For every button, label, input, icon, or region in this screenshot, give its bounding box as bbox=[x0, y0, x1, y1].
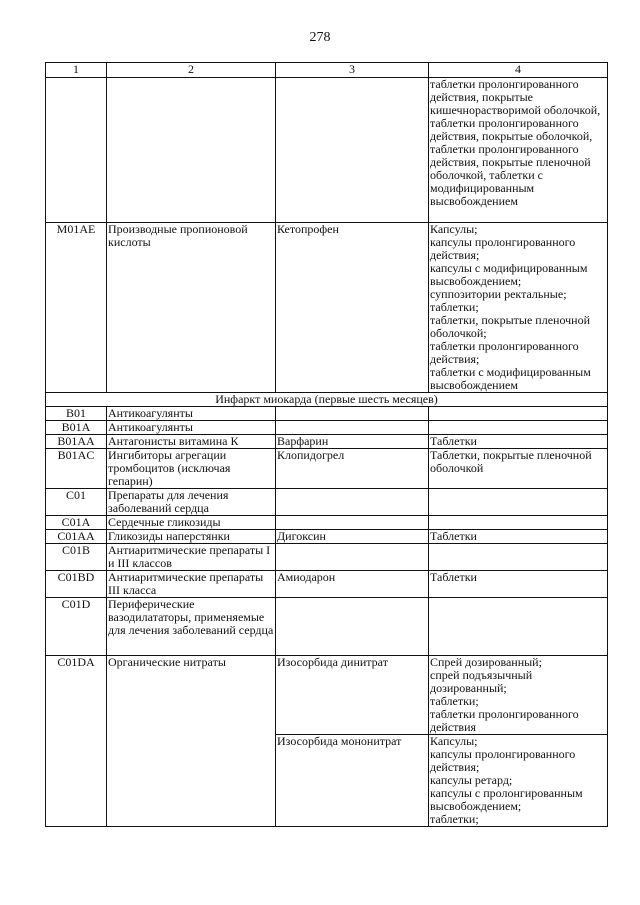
table-row bbox=[46, 656, 608, 735]
dosage-forms-cell: Таблетки bbox=[429, 571, 608, 598]
atc-code-cell: C01DA bbox=[46, 656, 107, 827]
dosage-form-line: таблетки; bbox=[430, 300, 479, 314]
group-cell: Производные пропионовой кислоты bbox=[107, 223, 276, 393]
drug-cell: Варфарин bbox=[276, 435, 429, 449]
atc-code-cell: C01A bbox=[46, 516, 107, 530]
drug-cell: Дигоксин bbox=[276, 530, 429, 544]
atc-code-cell: C01 bbox=[46, 489, 107, 516]
group-cell bbox=[107, 78, 276, 223]
dosage-forms-cell bbox=[429, 407, 608, 421]
table-row bbox=[46, 407, 608, 421]
table-row bbox=[46, 421, 608, 435]
dosage-form-line: капсулы ретард; bbox=[430, 773, 513, 787]
table-row bbox=[46, 571, 608, 598]
dosage-form-line: капсулы с пролонгированным высвобождением; bbox=[430, 786, 583, 813]
group-cell: Антагонисты витамина К bbox=[107, 435, 276, 449]
group-cell: Сердечные гликозиды bbox=[107, 516, 276, 530]
drug-cell bbox=[276, 489, 429, 516]
table-row bbox=[46, 516, 608, 530]
dosage-forms-cell bbox=[429, 489, 608, 516]
drug-cell: Клопидогрел bbox=[276, 449, 429, 489]
atc-code-cell: C01B bbox=[46, 544, 107, 571]
drug-cell bbox=[276, 407, 429, 421]
dosage-forms-cell bbox=[429, 656, 608, 735]
group-cell: Органические нитраты bbox=[107, 656, 276, 827]
table-row bbox=[46, 435, 608, 449]
dosage-form-line: таблетки пролонгированного действия bbox=[430, 707, 579, 734]
table-row bbox=[46, 78, 608, 223]
page-number: 278 bbox=[309, 30, 331, 45]
section-row bbox=[46, 393, 608, 407]
table-row bbox=[46, 449, 608, 489]
dosage-form-line: таблетки; bbox=[430, 812, 479, 826]
dosage-forms-cell: Таблетки bbox=[429, 530, 608, 544]
dosage-forms-cell bbox=[429, 421, 608, 435]
drug-cell: Изосорбида мононитрат bbox=[276, 735, 429, 827]
dosage-form-line: Капсулы; bbox=[430, 734, 478, 748]
atc-code-cell bbox=[46, 78, 107, 223]
dosage-form-line: капсулы пролонгированного действия; bbox=[430, 235, 576, 262]
group-cell: Гликозиды наперстянки bbox=[107, 530, 276, 544]
dosage-form-line: таблетки; bbox=[430, 694, 479, 708]
table-header-row bbox=[46, 63, 608, 78]
column-header: 4 bbox=[429, 63, 608, 78]
dosage-forms-cell bbox=[429, 598, 608, 656]
table-row bbox=[46, 489, 608, 516]
column-header: 2 bbox=[107, 63, 276, 78]
dosage-forms-cell: таблетки пролонгированного действия, покрытые кишечнорастворимой оболочкой, таблетки пролонгированного действия, покрытые оболочкой, таблетки пролонгированного действия, покрытые пленочной оболочкой, таблетки с модифицированным высвобождением bbox=[429, 78, 608, 223]
table-row bbox=[46, 530, 608, 544]
group-cell: Периферические вазодилататоры, применяемые для лечения заболеваний сердца bbox=[107, 598, 276, 656]
dosage-form-line: спрей подъязычный дозированный; bbox=[430, 668, 533, 695]
table-row bbox=[46, 223, 608, 393]
dosage-form-line: суппозитории ректальные; bbox=[430, 287, 567, 301]
group-cell: Антикоагулянты bbox=[107, 421, 276, 435]
dosage-form-line: таблетки с модифицированным высвобождением bbox=[430, 365, 591, 392]
table-row bbox=[46, 598, 608, 656]
table-row bbox=[46, 544, 608, 571]
group-cell: Антикоагулянты bbox=[107, 407, 276, 421]
dosage-form-line: капсулы с модифицированным высвобождением; bbox=[430, 261, 588, 288]
drug-cell bbox=[276, 516, 429, 530]
dosage-forms-cell bbox=[429, 544, 608, 571]
group-cell: Ингибиторы агрегации тромбоцитов (исключая гепарин) bbox=[107, 449, 276, 489]
drug-cell: Изосорбида динитрат bbox=[276, 656, 429, 735]
dosage-forms-cell bbox=[429, 223, 608, 393]
dosage-form-line: Капсулы; bbox=[430, 222, 478, 236]
column-header: 1 bbox=[46, 63, 107, 78]
section-heading: Инфаркт миокарда (первые шесть месяцев) bbox=[46, 393, 608, 407]
group-cell: Препараты для лечения заболеваний сердца bbox=[107, 489, 276, 516]
atc-code-cell: C01BD bbox=[46, 571, 107, 598]
atc-code-cell: C01D bbox=[46, 598, 107, 656]
drug-cell bbox=[276, 421, 429, 435]
drug-table bbox=[45, 62, 608, 827]
atc-code-cell: C01AA bbox=[46, 530, 107, 544]
dosage-forms-cell: Таблетки, покрытые пленочной оболочкой bbox=[429, 449, 608, 489]
group-cell: Антиаритмические препараты III класса bbox=[107, 571, 276, 598]
drug-cell bbox=[276, 78, 429, 223]
atc-code-cell: M01AE bbox=[46, 223, 107, 393]
dosage-form-line: Спрей дозированный; bbox=[430, 655, 542, 669]
dosage-forms-cell: Таблетки bbox=[429, 435, 608, 449]
dosage-forms-cell bbox=[429, 735, 608, 827]
dosage-forms-cell bbox=[429, 516, 608, 530]
dosage-form-line: капсулы пролонгированного действия; bbox=[430, 747, 576, 774]
atc-code-cell: B01AA bbox=[46, 435, 107, 449]
dosage-form-line: таблетки, покрытые пленочной оболочкой; bbox=[430, 313, 591, 340]
drug-cell bbox=[276, 598, 429, 656]
atc-code-cell: B01A bbox=[46, 421, 107, 435]
atc-code-cell: B01 bbox=[46, 407, 107, 421]
column-header: 3 bbox=[276, 63, 429, 78]
drug-cell bbox=[276, 544, 429, 571]
group-cell: Антиаритмические препараты I и III классов bbox=[107, 544, 276, 571]
dosage-form-line: таблетки пролонгированного действия; bbox=[430, 339, 579, 366]
drug-cell: Кетопрофен bbox=[276, 223, 429, 393]
atc-code-cell: B01AC bbox=[46, 449, 107, 489]
drug-cell: Амиодарон bbox=[276, 571, 429, 598]
